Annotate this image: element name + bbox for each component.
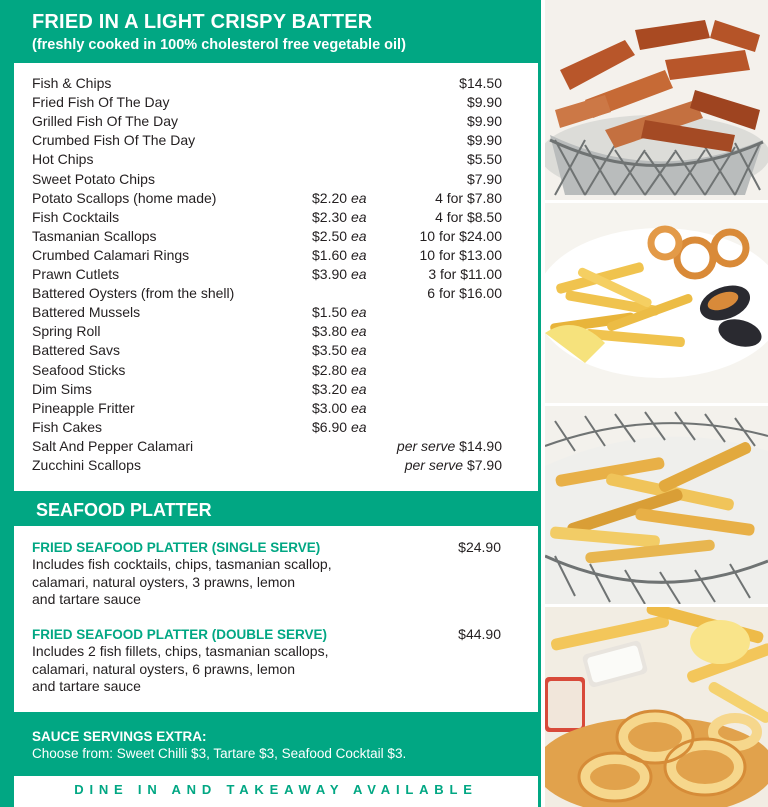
menu-item-name: Fried Fish Of The Day — [32, 94, 170, 111]
platter-desc-line: and tartare sauce — [32, 591, 141, 607]
menu-item-name: Prawn Cutlets — [32, 266, 120, 282]
unit-price-suffix: ea — [350, 418, 367, 435]
menu-item-price — [419, 247, 502, 263]
price-value: $7.90 — [466, 457, 502, 473]
menu-item-row — [32, 285, 502, 304]
price-value: $14.90 — [459, 437, 502, 454]
menu-item-unit-price — [312, 266, 367, 282]
menu-item-row — [32, 151, 502, 170]
price-value: $5.50 — [466, 151, 502, 168]
unit-price-amount: $3.80 — [312, 323, 348, 340]
menu-item-unit-price — [312, 323, 367, 339]
menu-item-name: Dim Sims — [32, 380, 92, 397]
menu-item-price — [467, 171, 502, 187]
menu-item-name: Grilled Fish Of The Day — [32, 113, 179, 130]
menu-item-row — [32, 228, 502, 247]
unit-price-suffix: ea — [350, 266, 367, 282]
price-value: $9.90 — [466, 94, 502, 111]
chips-basket-image — [545, 406, 768, 604]
unit-price-amount: $2.50 — [312, 227, 348, 244]
menu-item-price — [467, 113, 502, 129]
price-value: 4 for $8.50 — [435, 208, 502, 225]
menu-item-unit-price — [312, 342, 367, 358]
menu-item-unit-price — [312, 381, 367, 397]
menu-item-price — [467, 94, 502, 110]
price-value: $9.90 — [466, 113, 502, 130]
unit-price-suffix: ea — [350, 323, 367, 340]
platter-heading: SEAFOOD PLATTER — [36, 500, 212, 520]
menu-item-name: Fish Cocktails — [32, 208, 120, 225]
menu-item-row — [32, 438, 502, 457]
menu-item-row — [32, 171, 502, 190]
menu-item-name: Seafood Sticks — [32, 361, 126, 378]
platter-desc-line: and tartare sauce — [32, 678, 141, 694]
menu-item-name: Hot Chips — [32, 151, 94, 168]
price-value: $9.90 — [466, 132, 502, 149]
photo-calamari-rings — [545, 607, 768, 807]
menu-item-row — [32, 75, 502, 94]
menu-item-row — [32, 94, 502, 113]
photo-chips-basket — [545, 406, 768, 604]
price-value: 6 for $16.00 — [427, 285, 502, 302]
sweet-potato-chips-image — [545, 0, 768, 200]
price-prefix: per serve — [404, 457, 464, 473]
menu-item-row — [32, 400, 502, 419]
menu-item-name: Zucchini Scallops — [32, 457, 141, 473]
menu-item-unit-price — [312, 228, 367, 244]
unit-price-suffix: ea — [350, 380, 367, 397]
section-title: FRIED IN A LIGHT CRISPY BATTER — [32, 11, 373, 33]
menu-item-unit-price — [312, 362, 367, 378]
price-value: 10 for $13.00 — [419, 246, 502, 263]
menu-item-price — [428, 266, 502, 282]
unit-price-suffix: ea — [350, 304, 367, 321]
platter-desc-line: Includes fish cocktails, chips, tasmanian scallop, — [32, 556, 332, 572]
menu-item-row — [32, 419, 502, 438]
sauce-band — [0, 712, 541, 774]
menu-item-price — [459, 75, 502, 91]
menu-item-price — [397, 438, 502, 454]
menu-item-row — [32, 323, 502, 342]
unit-price-suffix: ea — [350, 208, 367, 225]
unit-price-suffix: ea — [350, 399, 367, 416]
unit-price-amount: $1.60 — [312, 246, 348, 263]
menu-item-price — [435, 209, 502, 225]
unit-price-amount: $2.80 — [312, 361, 348, 378]
platter-desc-double — [32, 643, 412, 696]
menu-item-name: Spring Roll — [32, 323, 101, 340]
price-value: $7.90 — [466, 170, 502, 187]
menu-item-row — [32, 132, 502, 151]
price-value: 3 for $11.00 — [428, 266, 502, 282]
menu-item-price — [427, 285, 502, 301]
menu-item-row — [32, 362, 502, 381]
menu-item-row — [32, 266, 502, 285]
menu-item-name: Crumbed Fish Of The Day — [32, 132, 196, 149]
menu-item-row — [32, 342, 502, 361]
price-value: $14.50 — [459, 75, 502, 91]
footer-banner-text: DINE IN AND TAKEAWAY AVAILABLE — [74, 782, 478, 797]
menu-item-row — [32, 190, 502, 209]
footer — [14, 776, 538, 807]
menu-item-row — [32, 247, 502, 266]
menu-item-row — [32, 381, 502, 400]
price-prefix: per serve — [396, 437, 456, 454]
menu-item-price — [467, 132, 502, 148]
platter-name-single: FRIED SEAFOOD PLATTER (SINGLE SERVE) — [32, 540, 321, 555]
unit-price-amount: $3.00 — [312, 399, 348, 416]
menu-item-name: Tasmanian Scallops — [32, 227, 157, 244]
photo-column — [545, 0, 768, 807]
unit-price-suffix: ea — [350, 189, 367, 206]
menu-item-price — [467, 151, 502, 167]
menu-item-name: Fish & Chips — [32, 75, 112, 91]
platter-desc-line: calamari, natural oysters, 6 prawns, lemon — [32, 660, 295, 677]
menu-item-unit-price — [312, 419, 367, 435]
menu-item-unit-price — [312, 400, 367, 416]
menu-item-name: Battered Savs — [32, 342, 120, 359]
price-value: 4 for $7.80 — [435, 189, 502, 206]
unit-price-amount: $3.20 — [312, 380, 348, 397]
sauce-heading: SAUCE SERVINGS EXTRA: — [32, 729, 207, 744]
platter-desc-single — [32, 556, 412, 609]
unit-price-amount: $2.30 — [312, 208, 348, 225]
menu-item-price — [419, 228, 502, 244]
menu-item-price — [405, 457, 502, 473]
menu-item-unit-price — [312, 304, 367, 320]
menu-item-name: Fish Cakes — [32, 418, 103, 435]
menu-item-name: Potato Scallops (home made) — [32, 189, 217, 206]
menu-item-name: Sweet Potato Chips — [32, 170, 155, 187]
menu-item-row — [32, 113, 502, 132]
menu-item-name: Battered Oysters (from the shell) — [32, 285, 235, 302]
menu-item-row — [32, 457, 502, 476]
unit-price-amount: $6.90 — [312, 418, 348, 435]
section-subtitle: (freshly cooked in 100% cholesterol free vegetable oil) — [32, 37, 406, 53]
menu-item-row — [32, 304, 502, 323]
photo-sweet-potato-chips — [545, 0, 768, 200]
menu-item-unit-price — [312, 190, 367, 206]
menu-item-row — [32, 209, 502, 228]
photo-chips-calamari-mussels — [545, 203, 768, 403]
menu-item-unit-price — [312, 209, 367, 225]
platter-desc-line: calamari, natural oysters, 3 prawns, lemon — [32, 573, 295, 590]
sauce-options: Choose from: Sweet Chilli $3, Tartare $3, Seafood Cocktail $3. — [32, 746, 407, 761]
menu-item-name: Crumbed Calamari Rings — [32, 246, 190, 263]
menu-item-name: Pineapple Fritter — [32, 399, 135, 416]
unit-price-amount: $2.20 — [312, 189, 348, 206]
unit-price-suffix: ea — [350, 227, 367, 244]
platter-desc-line: Includes 2 fish fillets, chips, tasmanian scallops, — [32, 643, 329, 659]
chips-calamari-mussels-image — [545, 203, 768, 403]
menu-item-name: Battered Mussels — [32, 304, 141, 321]
unit-price-suffix: ea — [350, 342, 367, 359]
menu-item-price — [435, 190, 502, 206]
menu-item-unit-price — [312, 247, 367, 263]
platter-price-double: $44.90 — [458, 626, 501, 642]
header-band — [0, 0, 541, 63]
unit-price-suffix: ea — [350, 246, 367, 263]
platter-name-double: FRIED SEAFOOD PLATTER (DOUBLE SERVE) — [32, 627, 328, 642]
platter-header-band — [0, 494, 541, 526]
menu-item-name: Salt And Pepper Calamari — [32, 437, 194, 454]
platter-price-single: $24.90 — [458, 539, 501, 555]
calamari-rings-image — [545, 607, 768, 807]
price-value: 10 for $24.00 — [419, 227, 502, 244]
unit-price-amount: $3.50 — [312, 342, 348, 359]
unit-price-amount: $1.50 — [312, 304, 348, 321]
unit-price-amount: $3.90 — [312, 266, 348, 282]
unit-price-suffix: ea — [350, 361, 367, 378]
